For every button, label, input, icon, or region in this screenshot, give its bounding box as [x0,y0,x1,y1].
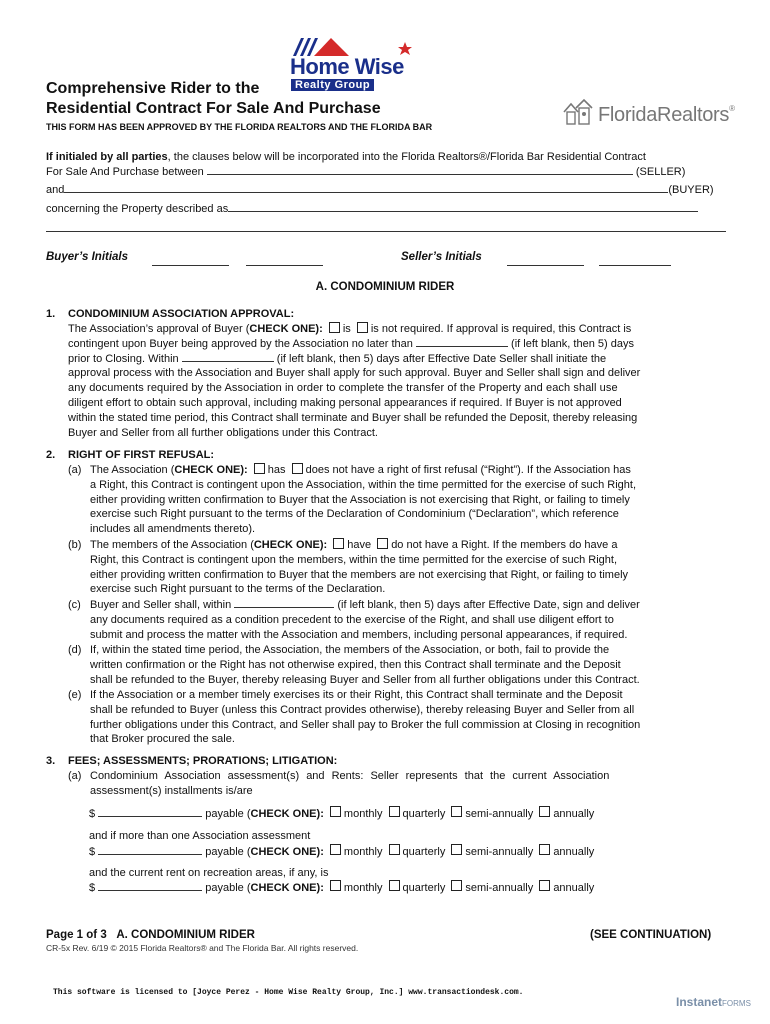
rent-close: ): [316,882,324,894]
s2-b1a: The members of the Association ( [90,539,254,551]
s2-does-not-have-checkbox[interactable] [292,463,303,474]
s2-b-body [90,538,726,597]
s1-number: 1. [46,308,56,320]
rent-semi: semi-annually [465,882,534,894]
realtors-houses-icon [562,98,598,130]
s2-d-body [90,643,726,687]
assessment1-semi-checkbox[interactable] [451,806,462,817]
s2-a-label: (a) [68,464,82,476]
s2-a3: either providing written confirmation to Buyer that the Association is not exercising that Right, or failing to timely [90,493,630,506]
s2-b3: either providing written confirmation to Buyer that the members are not exercising that Right, or failing to timely [90,568,629,581]
intro-lead: If initialed by all parties [46,151,168,163]
s2-a-hasnot: does not have a right of first refusal (“Right”). If the Association has [305,464,631,476]
rider-title: A. CONDOMINIUM RIDER [315,281,455,293]
s2-e3: further obligations under this Contract, and Seller shall pay to Broker the full commission at Closing in recognition [90,718,641,731]
s2-heading: RIGHT OF FIRST REFUSAL: [68,449,215,461]
rent-annually: annually [553,882,595,894]
s2-e4: that Broker procured the sale. [90,733,235,746]
s2-d2: written confirmation or the Right has not otherwise expired, then this Contract shall terminate and the Deposit [90,658,621,671]
assessment1-monthly: monthly [343,808,383,820]
s2-e2: shall be refunded to Buyer (unless this Contract provides otherwise), thereby releasing Buyer and Seller from all [90,703,635,716]
instanet-forms: FORMS [722,999,751,1008]
assessment2-annually: annually [553,846,595,858]
s1-l1a: The Association’s approval of Buyer ( [68,323,250,335]
logo-top-text: Home Wise [290,54,404,79]
florida-realtors-logo [562,98,734,132]
s3-a2: assessment(s) installments is/are [90,784,253,797]
assessment2-amount-field[interactable] [98,854,202,855]
s2-a2: a Right, this Contract is contingent upon the Association, within the time permitted for the exercise of such Right, [90,478,637,491]
assessment1-payable: payable ( [205,808,251,820]
form-title-line1: Comprehensive Rider to the [46,80,260,97]
assessment1-check-one: CHECK ONE [250,808,317,820]
s1-l2a: contingent upon Buyer being approved by the Association no later than [68,337,413,350]
s1-check-one: CHECK ONE [249,323,316,335]
seller-label: (SELLER) [635,166,686,178]
s1-initiate-days-field[interactable] [182,361,274,362]
property-description-field[interactable] [228,211,698,212]
s2-a-check-one: CHECK ONE [174,464,241,476]
s3-a-body [90,769,726,799]
s1-is-checkbox[interactable] [329,322,340,333]
s2-have-checkbox[interactable] [333,538,344,549]
s2-a1a: The Association ( [90,464,175,476]
s2-has-checkbox[interactable] [254,463,265,474]
footer-page [46,929,255,941]
s2-d3: shall be refunded to the Buyer, thereby releasing Buyer and Seller from all further obligations under this Contract. [90,673,640,686]
footer-section: A. CONDOMINIUM RIDER [116,929,255,941]
s1-l6: diligent effort to obtain such approval, including making personal appearances if required. If Buyer is not approved [68,396,622,409]
rent-semi-checkbox[interactable] [451,880,462,891]
s1-is-not-checkbox[interactable] [357,322,368,333]
buyer-initials-label: Buyer’s Initials [46,251,129,263]
s2-e1: If the Association or a member timely exercises its or their Right, this Contract shall terminate and the Deposit [90,689,623,701]
s1-opt-isnot: is not required. If approval is required, this Contract is [370,323,632,335]
seller-name-field[interactable] [207,174,633,175]
s2-c-body [90,598,726,642]
s2-c1a: Buyer and Seller shall, within [90,599,232,611]
intro-line3 [46,183,726,198]
s2-c-days-field[interactable] [234,607,334,608]
assessment2-quarterly: quarterly [402,846,446,858]
assessment1-semi: semi-annually [465,808,534,820]
s2-d1: If, within the stated time period, the Association, the members of the Association, or both, fail to provide the [90,644,610,656]
assessment2-dollar: $ [89,846,96,858]
s2-b-label: (b) [68,539,82,551]
assessment1-dollar: $ [89,808,96,820]
assessment2-close: ): [316,846,324,858]
s2-d-label: (d) [68,644,82,656]
instanet-brand: Instanet [676,995,723,1009]
rent-quarterly-checkbox[interactable] [389,880,400,891]
s1-l4: approval process with the Association and Buyer shall apply for such approval. Buyer and Seller shall sign and deliver [68,367,641,380]
s2-number: 2. [46,449,56,461]
recreation-rent-row [89,880,729,894]
rent-quarterly: quarterly [402,882,446,894]
seller-initials-field-1[interactable] [507,265,584,266]
assessment1-quarterly: quarterly [402,808,446,820]
rent-dollar: $ [89,882,96,894]
s2-a-body [90,463,726,537]
s1-opt-is: is [342,323,351,335]
s2-b-have: have [347,539,372,551]
s1-body [68,322,726,440]
s1-l2b: (if left blank, then 5) days [511,337,634,350]
rent-payable: payable ( [205,882,251,894]
assessment2-payable: payable ( [205,846,251,858]
assessment2-monthly: monthly [343,846,383,858]
home-wise-logo [287,36,417,94]
footer-page-number: Page 1 of 3 [46,929,107,941]
s1-heading: CONDOMINIUM ASSOCIATION APPROVAL: [68,308,295,320]
s2-do-not-have-checkbox[interactable] [377,538,388,549]
property-description-field-line2[interactable] [46,231,726,232]
s2-b4: exercise such Right pursuant to the terms of the Declaration. [90,583,386,596]
s2-b1b: ): [319,539,328,551]
property-label: concerning the Property described as [46,203,229,215]
instanet-forms-logo [676,993,751,1011]
rent-monthly: monthly [343,882,383,894]
footer-continuation: (SEE CONTINUATION) [590,929,712,941]
recreation-rent-label: and the current rent on recreation areas, if any, is [89,867,329,879]
assessment1-amount-field[interactable] [98,816,202,817]
intro-line1 [46,150,646,165]
assessment1-annually: annually [553,808,595,820]
rent-annually-checkbox[interactable] [539,880,550,891]
more-than-one-assessment: and if more than one Association assessment [89,830,311,842]
s2-e-body [90,688,726,747]
s1-l7: within the stated time period, this Contract shall terminate and Buyer shall be refunded the Deposit, thereby releasing [68,411,638,424]
fr-brand-florida: Florida [598,104,658,126]
s2-a5: includes all amendments thereto). [90,523,256,536]
s2-c1b: (if left blank, then 5) days after Effective Date, sign and deliver [337,599,640,611]
intro-line4 [46,202,726,217]
s1-l3b: (if left blank, then 5) days after Effective Date Seller shall initiate the [276,352,607,365]
logo-bottom-text: Realty Group [291,79,374,91]
assessment-row-2 [89,844,729,858]
s2-e-label: (e) [68,689,82,701]
s2-b-check-one: CHECK ONE [253,539,320,551]
assessment2-semi-checkbox[interactable] [451,844,462,855]
assessment1-annually-checkbox[interactable] [539,806,550,817]
approval-statement: THIS FORM HAS BEEN APPROVED BY THE FLORIDA REALTORS AND THE FLORIDA BAR [46,122,433,132]
s1-l8: Buyer and Seller from all further obligations under this Contract. [68,426,378,439]
footer-revision: CR-5x Rev. 6/19 © 2015 Florida Realtors® and The Florida Bar. All rights reserved. [46,943,359,953]
assessment1-close: ): [316,808,324,820]
rent-monthly-checkbox[interactable] [330,880,341,891]
s3-number: 3. [46,755,56,767]
s1-l3a: prior to Closing. Within [68,352,179,365]
s2-b-donot: do not have a Right. If the members do have a [391,539,618,551]
assessment2-quarterly-checkbox[interactable] [389,844,400,855]
rent-amount-field[interactable] [98,890,202,891]
seller-initials-field-2[interactable] [599,265,671,266]
s2-c3: submit and process the matter with the Association and members, including personal appearances, if required. [90,628,628,641]
assessment2-check-one: CHECK ONE [250,846,317,858]
s3-a1: Condominium Association assessment(s) and Rents: Seller represents that the current Association [90,770,610,782]
buyer-initials-field-1[interactable] [152,265,229,266]
seller-initials-label: Seller’s Initials [401,251,482,263]
fr-brand-realtors: Realtors [657,104,730,126]
buyer-label: (BUYER) [668,184,714,196]
s3-heading: FEES; ASSESSMENTS; PRORATIONS; LITIGATION: [68,755,338,767]
intro-line2 [46,165,726,180]
s3-a-label: (a) [68,770,82,782]
assessment2-monthly-checkbox[interactable] [330,844,341,855]
s2-b2: Right, this Contract is contingent upon the members, within the time permitted for the exercise of such Right, [90,553,618,566]
assessment2-semi: semi-annually [465,846,534,858]
buyer-initials-field-2[interactable] [246,265,323,266]
s1-l5: any documents required by the Association in order to complete the transfer of the Property and each shall use [68,382,618,395]
s2-a4: exercise such Right pursuant to the terms of the Declaration of Condominium (“Declaration”, which reference [90,508,619,521]
s2-c2: any documents required as a condition precedent to the exercise of the Right, and shall use diligent effort to [90,613,614,626]
s1-approval-days-field[interactable] [416,346,508,347]
s2-a-has: has [267,464,286,476]
intro-and: and [46,184,65,196]
assessment1-monthly-checkbox[interactable] [330,806,341,817]
form-title-line2: Residential Contract For Sale And Purchase [46,100,381,117]
footer-license: This software is licensed to [Joyce Perez - Home Wise Realty Group, Inc.] www.transactiondesk.com. [53,988,524,997]
s1-l1b: ): [315,323,323,335]
buyer-name-field[interactable] [64,192,668,193]
assessment-row-1 [89,806,729,820]
assessment2-annually-checkbox[interactable] [539,844,550,855]
fr-brand-mark: ® [729,104,735,113]
intro-rest: , the clauses below will be incorporated into the Florida Realtors®/Florida Bar Residential Contract [167,151,646,163]
rent-check-one: CHECK ONE [250,882,317,894]
s2-c-label: (c) [68,599,81,611]
assessment1-quarterly-checkbox[interactable] [389,806,400,817]
s2-a1b: ): [240,464,248,476]
intro-between: For Sale And Purchase between [46,166,204,178]
